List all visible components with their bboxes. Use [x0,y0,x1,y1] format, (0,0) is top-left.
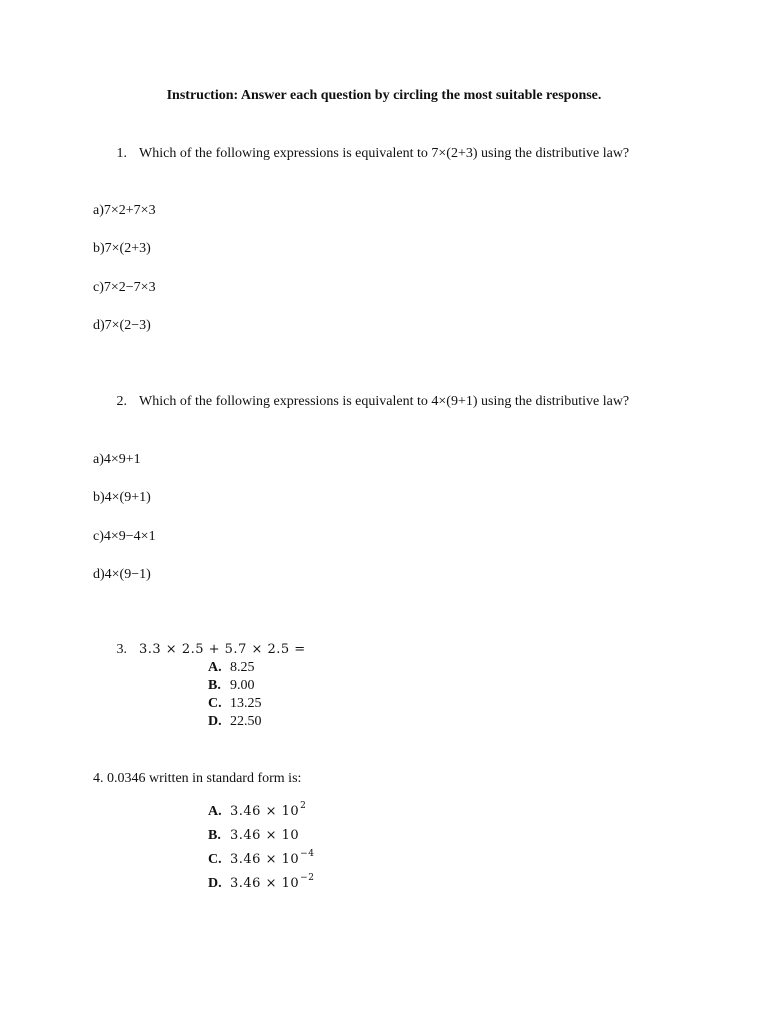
choice-value: 13.25 [230,696,262,711]
q2-number: 2. [116,394,127,409]
q1-option-c[interactable]: c)7×2−7×3 [93,280,156,295]
choice-letter: B. [208,678,221,693]
q4-choice-d[interactable] [208,875,314,894]
choice-letter: A. [208,660,222,675]
q2-option-b[interactable]: b)4×(9+1) [93,490,151,505]
choice-exponent: 2 [300,801,307,811]
q2-option-a[interactable]: a)4×9+1 [93,452,141,467]
choice-value: 22.50 [230,714,262,729]
choice-letter: A. [208,804,222,819]
q3-choice-d[interactable] [208,713,262,731]
q3-number: 3. [116,642,127,657]
q3-expression: 3.3 × 2.5 + 5.7 × 2.5 = [139,642,306,657]
choice-value: 9.00 [230,678,255,693]
choice-letter: C. [208,696,222,711]
choice-base: 3.46 × 10 [230,876,300,891]
q1-option-d[interactable]: d)7×(2−3) [93,318,151,333]
q1-option-b[interactable]: b)7×(2+3) [93,241,151,256]
choice-letter: D. [208,714,222,729]
choice-letter: B. [208,828,221,843]
q3-choice-b[interactable] [208,677,255,695]
q2-option-d[interactable]: d)4×(9−1) [93,567,151,582]
q1-option-a[interactable]: a)7×2+7×3 [93,203,156,218]
q2-text: Which of the following expressions is equivalent to 4×(9+1) using the distributive law? [139,394,630,409]
q2-option-c[interactable]: c)4×9−4×1 [93,529,156,544]
choice-base: 3.46 × 10 [230,804,300,819]
choice-exponent: −2 [300,873,315,883]
instruction-heading: Instruction: Answer each question by circling the most suitable response. [166,88,602,103]
q4-choice-c[interactable] [208,851,314,870]
q1-number: 1. [116,146,127,161]
choice-base: 3.46 × 10 [230,828,300,843]
q4-text: 4. 0.0346 written in standard form is: [93,771,302,786]
q1-text: Which of the following expressions is equivalent to 7×(2+3) using the distributive law? [139,146,630,161]
choice-base: 3.46 × 10 [230,852,300,867]
q3-choice-a[interactable] [208,659,255,677]
choice-exponent: −4 [300,849,315,859]
choice-value: 8.25 [230,660,255,675]
q4-choice-b[interactable] [208,827,300,846]
q3-choice-c[interactable] [208,695,262,713]
choice-letter: D. [208,876,222,891]
q4-choice-a[interactable] [208,803,306,822]
choice-letter: C. [208,852,222,867]
